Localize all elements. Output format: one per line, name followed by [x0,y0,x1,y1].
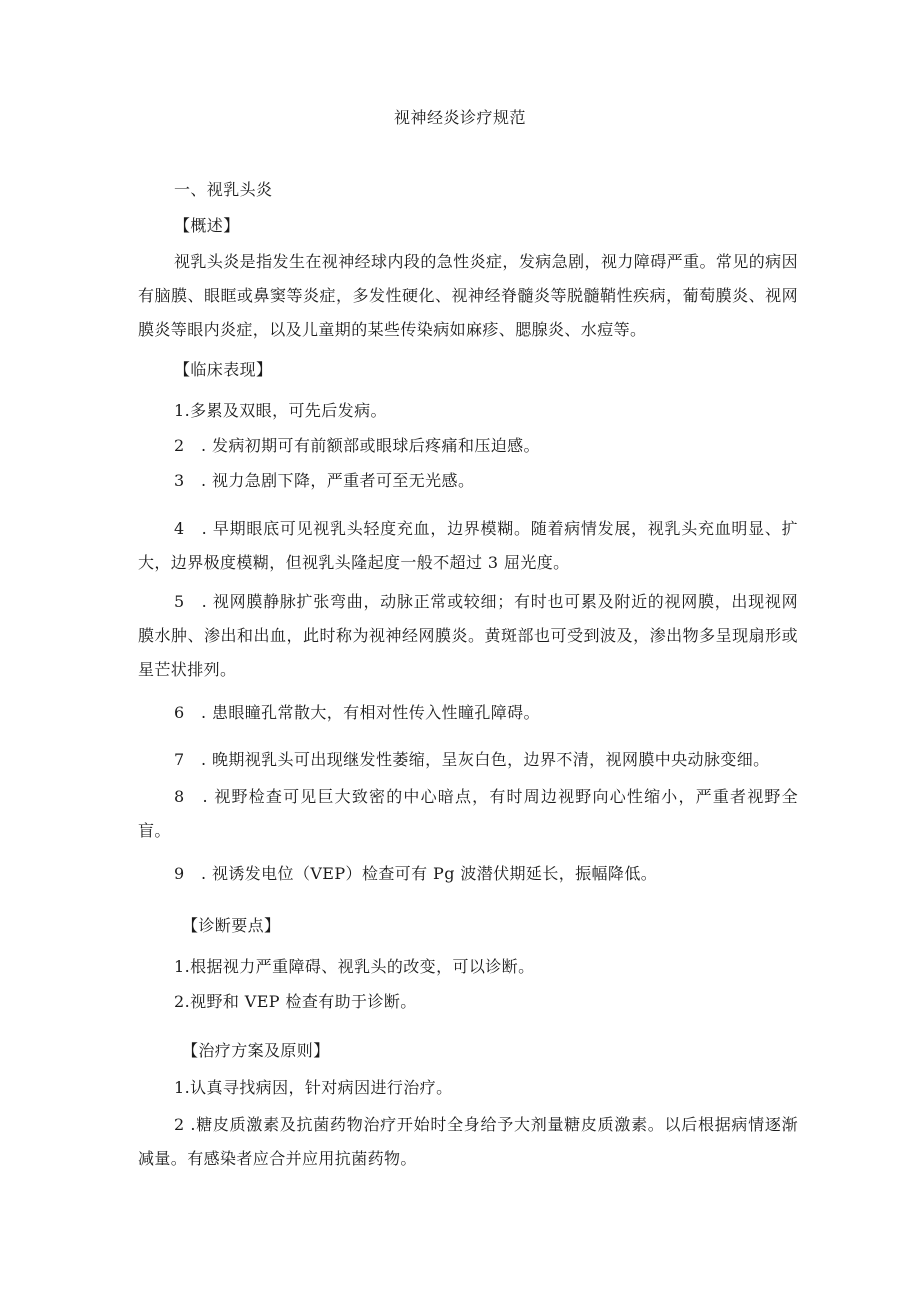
clinical-item: 4 . 早期眼底可见视乳头轻度充血，边界模糊。随着病情发展，视乳头充血明显、扩大，边界极度模糊，但视乳头隆起度一般不超过 3 屈光度。 [138,519,798,572]
clinical-item: 6 . 患眼瞳孔常散大，有相对性传入性瞳孔障碍。 [174,703,540,722]
treatment-label: 【治疗方案及原则】 [182,1041,330,1060]
diagnosis-item: 2.视野和 VEP 检查有助于诊断。 [174,992,417,1011]
overview-label: 【概述】 [174,216,240,235]
clinical-label: 【临床表现】 [174,360,273,379]
clinical-item: 1.多累及双眼，可先后发病。 [174,401,387,420]
clinical-item: 8 . 视野检查可见巨大致密的中心暗点，有时周边视野向心性缩小，严重者视野全盲。 [138,787,798,840]
diagnosis-item: 1.根据视力严重障碍、视乳头的改变，可以诊断。 [174,957,535,976]
treatment-item: 2 .糖皮质激素及抗菌药物治疗开始时全身给予大剂量糖皮质激素。以后根据病情逐渐减量。有感染者应合并应用抗菌药物。 [138,1115,798,1168]
clinical-item: 9 . 视诱发电位（VEP）检查可有 Pg 波潜伏期延长，振幅降低。 [174,864,658,883]
clinical-item: 7 . 晚期视乳头可出现继发性萎缩，呈灰白色，边界不清，视网膜中央动脉变细。 [174,750,770,769]
clinical-item: 2 . 发病初期可有前额部或眼球后疼痛和压迫感。 [174,436,540,455]
overview-paragraph: 视乳头炎是指发生在视神经球内段的急性炎症，发病急剧，视力障碍严重。常见的病因有脑膜、眼眶或鼻窦等炎症，多发性硬化、视神经脊髓炎等脱髓鞘性疾病，葡萄膜炎、视网膜炎等眼内炎症，以及儿童期的某些传染病如麻疹、腮腺炎、水痘等。 [138,252,798,339]
document-title: 视神经炎诊疗规范 [393,108,526,127]
clinical-item: 3 . 视力急剧下降，严重者可至无光感。 [174,471,475,490]
diagnosis-label: 【诊断要点】 [182,916,281,935]
treatment-item: 1.认真寻找病因，针对病因进行治疗。 [174,1078,453,1097]
section-heading: 一、视乳头炎 [174,180,273,199]
clinical-item: 5 . 视网膜静脉扩张弯曲，动脉正常或较细；有时也可累及附近的视网膜，出现视网膜水肿、渗出和出血，此时称为视神经网膜炎。黄斑部也可受到波及，渗出物多呈现扇形或星芒状排列。 [138,592,798,679]
